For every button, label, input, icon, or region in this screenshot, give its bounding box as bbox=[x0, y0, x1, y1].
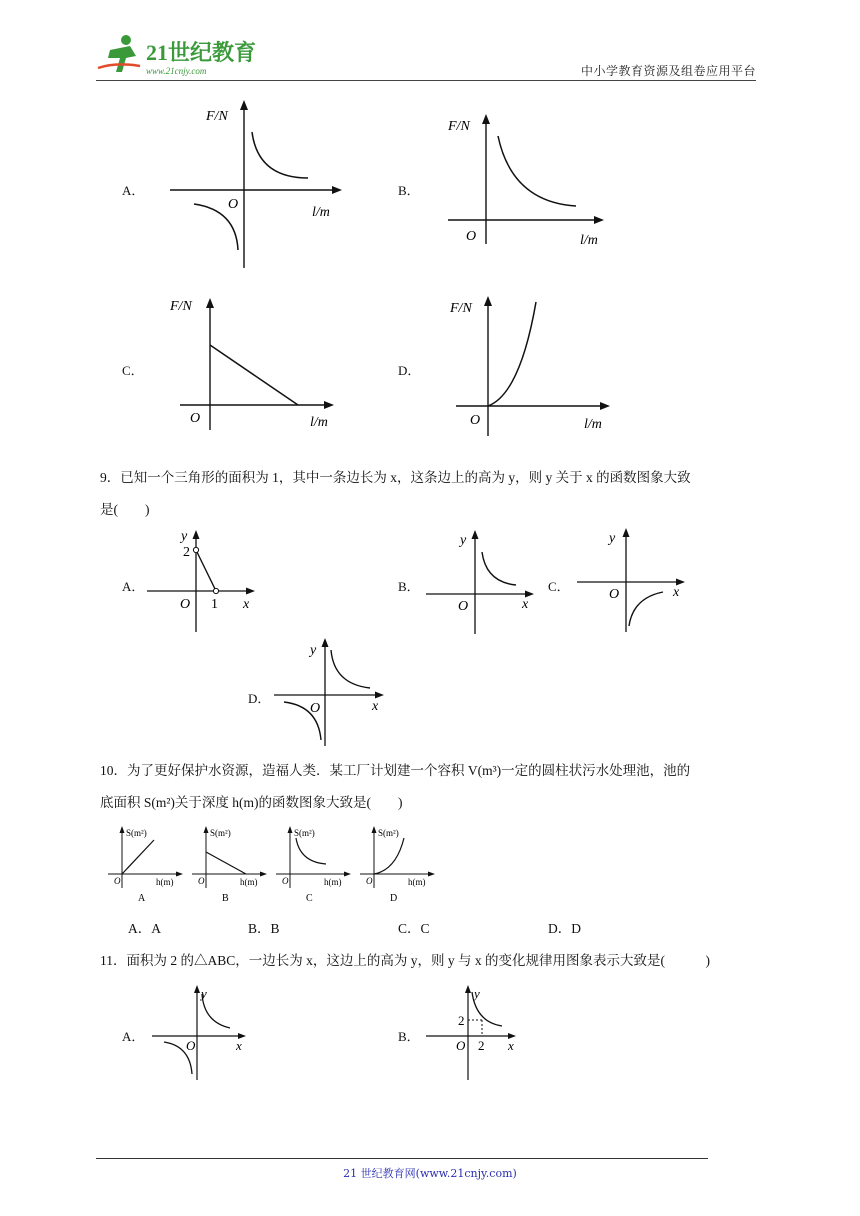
q8-graph-d bbox=[440, 290, 620, 440]
x-axis-label: x bbox=[236, 1038, 242, 1053]
q10-text-line1: 10．为了更好保护水资源，造福人类．某工厂计划建一个容积 V(m³)一定的圆柱状污水处理池，池的 bbox=[100, 763, 691, 778]
footer-link[interactable]: 21 世纪教育网(www.21cnjy.com) bbox=[343, 1167, 517, 1180]
origin-label: O bbox=[282, 876, 289, 886]
q8-option-c-label: C． bbox=[122, 363, 144, 378]
q10-answer-c: C．C bbox=[398, 921, 430, 936]
q9-graph-c bbox=[575, 526, 690, 634]
q8-option-d-label: D． bbox=[398, 363, 421, 378]
q11-option-b-label: B． bbox=[398, 1029, 420, 1044]
origin-label: O bbox=[310, 701, 321, 716]
x-axis-label: x bbox=[522, 597, 529, 612]
origin-label: O bbox=[114, 876, 121, 886]
origin-label: O bbox=[466, 229, 477, 244]
origin-label: O bbox=[198, 876, 205, 886]
x-axis-label: l/m bbox=[580, 233, 598, 248]
y-axis-label: S(m²) bbox=[294, 828, 315, 838]
x-axis-label: x bbox=[508, 1038, 514, 1053]
q8-option-a-label: A． bbox=[122, 183, 145, 198]
q9-text-line1: 9．已知一个三角形的面积为 1，其中一条边长为 x，这条边上的高为 y，则 y 关于 x 的函数图象大致 bbox=[100, 470, 691, 485]
platform-name: 中小学教育资源及组卷应用平台 bbox=[580, 64, 756, 78]
origin-label: O bbox=[186, 1038, 196, 1053]
q10-answer-d: D．D bbox=[548, 921, 581, 936]
x-tick-label: 1 bbox=[211, 597, 218, 612]
q9-graph-b bbox=[424, 528, 539, 636]
q9-option-b-label: B． bbox=[398, 579, 420, 594]
origin-label: O bbox=[190, 411, 201, 426]
x-axis-label: h(m) bbox=[324, 877, 342, 887]
q10-graph-b bbox=[192, 826, 267, 904]
q9-graph-d bbox=[272, 636, 392, 748]
graph-caption: B bbox=[222, 893, 229, 904]
q9-option-c-label: C． bbox=[548, 579, 570, 594]
y-tick-label: 2 bbox=[183, 545, 190, 560]
x-axis-label: l/m bbox=[312, 205, 330, 220]
origin-label: O bbox=[366, 876, 373, 886]
y-axis-label: S(m²) bbox=[126, 828, 147, 838]
q9-option-d-label: D． bbox=[248, 691, 271, 706]
y-tick-label: 2 bbox=[458, 1013, 465, 1028]
q8-option-b-label: B． bbox=[398, 183, 420, 198]
x-axis-label: x bbox=[673, 585, 680, 600]
q9-option-a-label: A． bbox=[122, 579, 145, 594]
x-axis-label: h(m) bbox=[156, 877, 174, 887]
q10-graph-a bbox=[108, 826, 183, 904]
graph-caption: A bbox=[138, 893, 146, 904]
q10-answer-a: A．A bbox=[128, 921, 161, 936]
q11-option-a-label: A． bbox=[122, 1029, 145, 1044]
q10-answer-b: B．B bbox=[248, 921, 280, 936]
x-axis-label: l/m bbox=[310, 415, 328, 430]
origin-label: O bbox=[609, 587, 620, 602]
q10-graph-c bbox=[276, 826, 351, 904]
y-axis-label: y bbox=[474, 986, 480, 1001]
y-axis-label: F/N bbox=[170, 299, 192, 314]
x-axis-label: h(m) bbox=[240, 877, 258, 887]
origin-label: O bbox=[458, 599, 469, 614]
q11-text: 11．面积为 2 的△ABC，一边长为 x，这边上的高为 y，则 y 与 x 的变化规律用图象表示大致是( ) bbox=[100, 953, 710, 968]
q10-graphs bbox=[104, 822, 440, 904]
q8-graph-b bbox=[440, 110, 620, 250]
y-axis-label: y bbox=[460, 533, 467, 548]
y-axis-label: F/N bbox=[450, 301, 472, 316]
site-logo bbox=[96, 32, 266, 78]
y-axis-label: S(m²) bbox=[210, 828, 231, 838]
x-axis-label: h(m) bbox=[408, 877, 426, 887]
q9-text-line2: 是( ) bbox=[100, 502, 150, 517]
origin-label: O bbox=[456, 1038, 466, 1053]
y-axis-label: S(m²) bbox=[378, 828, 399, 838]
q9-graph-a bbox=[145, 528, 260, 633]
header-divider bbox=[96, 80, 756, 81]
graph-caption: C bbox=[306, 893, 313, 904]
y-axis-label: y bbox=[201, 986, 207, 1001]
logo-title: 21世纪教育 bbox=[146, 40, 257, 65]
x-axis-label: x bbox=[243, 597, 250, 612]
q8-graph-a bbox=[160, 98, 350, 273]
q8-graph-c bbox=[160, 290, 350, 440]
origin-label: O bbox=[228, 197, 239, 212]
x-axis-label: l/m bbox=[584, 417, 602, 432]
runner-icon bbox=[98, 35, 140, 72]
graph-caption: D bbox=[390, 893, 398, 904]
y-axis-label: F/N bbox=[448, 119, 470, 134]
q10-text-line2: 底面积 S(m²)关于深度 h(m)的函数图象大致是( ) bbox=[100, 795, 403, 810]
x-tick-label: 2 bbox=[478, 1038, 485, 1053]
y-axis-label: y bbox=[310, 643, 317, 658]
origin-label: O bbox=[180, 597, 191, 612]
footer-divider bbox=[96, 1158, 708, 1159]
x-axis-label: x bbox=[372, 699, 379, 714]
y-axis-label: y bbox=[609, 531, 616, 546]
q11-graph-b bbox=[424, 982, 524, 1082]
origin-label: O bbox=[470, 413, 481, 428]
q11-graph-a bbox=[150, 982, 250, 1082]
y-axis-label: y bbox=[181, 529, 188, 544]
q10-graph-d bbox=[360, 826, 435, 904]
y-axis-label: F/N bbox=[206, 109, 228, 124]
logo-url: www.21cnjy.com bbox=[146, 66, 207, 76]
